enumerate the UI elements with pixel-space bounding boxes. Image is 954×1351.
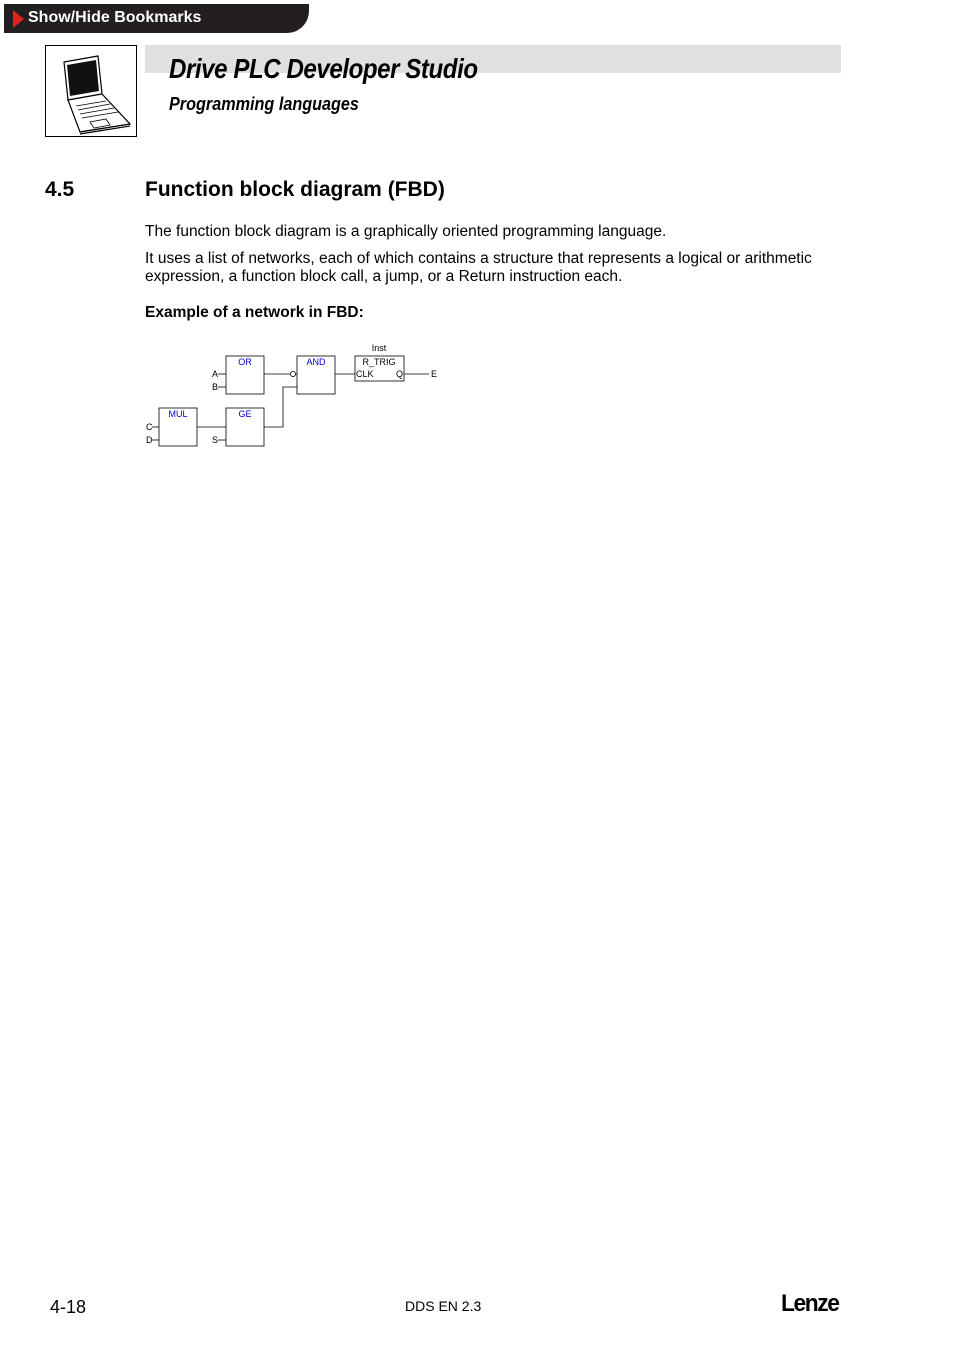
- triangle-right-icon: [13, 10, 24, 28]
- document-title: Drive PLC Developer Studio: [169, 53, 478, 84]
- instance-label: Inst: [371, 343, 387, 353]
- document-code: DDS EN 2.3: [405, 1298, 482, 1314]
- fbd-network-diagram: [140, 340, 450, 452]
- example-heading: Example of a network in FBD:: [145, 304, 364, 321]
- document-subtitle: Programming languages: [169, 94, 359, 114]
- brand-logo: Lenze: [781, 1290, 839, 1317]
- or-block-label: OR: [238, 357, 252, 367]
- page-number: 4-18: [50, 1297, 87, 1317]
- output-e-label: E: [431, 369, 438, 379]
- paragraph: It uses a list of networks, each of which contains a structure that represents a logical or arithmetic expression, a function block call, a jump, or a Return instruction each.: [145, 250, 812, 285]
- q-pin-label: Q: [396, 369, 404, 379]
- ge-to-and-wire: [264, 387, 297, 427]
- ge-block-label: GE: [238, 409, 252, 419]
- laptop-logo-icon: [45, 45, 137, 137]
- section-title: Function block diagram (FBD): [145, 178, 445, 201]
- input-d-label: D: [146, 435, 153, 445]
- input-a-label: A: [212, 369, 219, 379]
- paragraph: The function block diagram is a graphically oriented programming language.: [145, 223, 667, 240]
- and-block-label: AND: [306, 357, 326, 367]
- section-number: 4.5: [45, 178, 75, 201]
- rtrig-block-label: R_TRIG: [362, 357, 396, 367]
- bookmarks-label: Show/Hide Bookmarks: [28, 9, 202, 26]
- mul-block-label: MUL: [168, 409, 188, 419]
- clk-pin-label: CLK: [356, 369, 374, 379]
- input-s-label: S: [212, 435, 219, 445]
- input-b-label: B: [212, 382, 219, 392]
- input-c-label: C: [146, 422, 153, 432]
- show-hide-bookmarks-button[interactable]: [4, 4, 309, 33]
- negation-marker: [290, 371, 295, 376]
